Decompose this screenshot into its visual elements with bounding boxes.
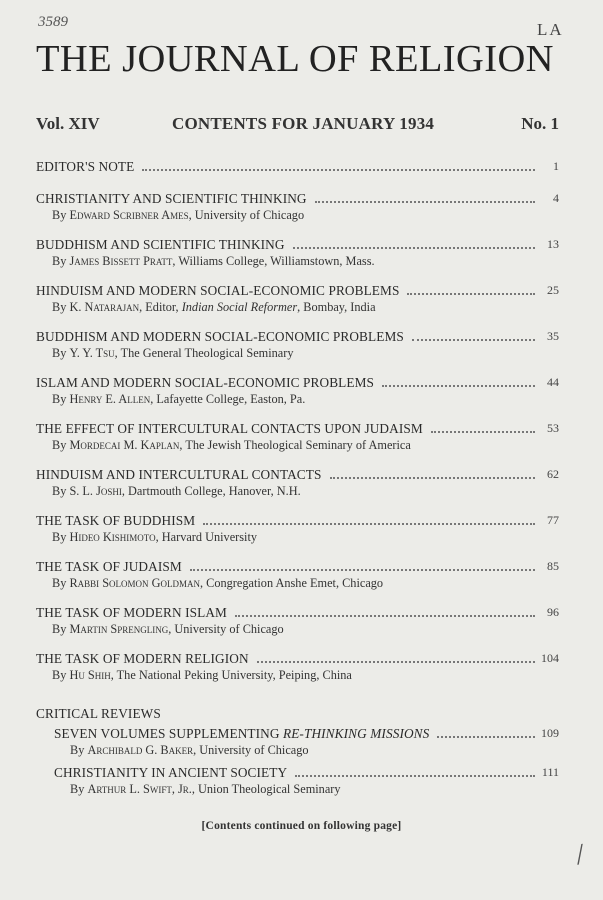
toc-entry[interactable] [36, 466, 559, 499]
author-name: Archibald G. Baker [87, 743, 194, 757]
toc-entry[interactable] [36, 650, 559, 683]
author-line: By Y. Y. Tsu, The General Theological Seminary [52, 346, 294, 360]
dot-leader [315, 200, 535, 203]
author-line: By Arthur L. Swift, Jr., Union Theological Seminary [70, 782, 341, 796]
author-name: Hideo Kishimoto [69, 530, 156, 544]
author-name: Y. Y. Tsu [69, 346, 115, 360]
toc-title: THE TASK OF JUDAISM [36, 559, 182, 574]
dot-leader [407, 292, 535, 295]
author-name: Martin Sprengling [69, 622, 169, 636]
toc-entry[interactable] [36, 374, 559, 407]
page-number: 4 [553, 191, 559, 205]
toc-entry[interactable] [36, 512, 559, 545]
toc-title: BUDDHISM AND SCIENTIFIC THINKING [36, 237, 285, 252]
issue-header [36, 114, 559, 136]
toc-entry[interactable] [36, 558, 559, 591]
continued-note: [Contents continued on following page] [201, 820, 402, 832]
author-name: Mordecai M. Kaplan [69, 438, 180, 452]
page-number: 13 [547, 237, 559, 251]
dot-leader [295, 774, 535, 777]
dot-leader [257, 660, 535, 663]
author-name: Arthur L. Swift, Jr. [87, 782, 192, 796]
author-line: By Rabbi Solomon Goldman, Congregation Anshe Emet, Chicago [52, 576, 384, 590]
toc-title: THE TASK OF MODERN ISLAM [36, 605, 227, 620]
author-line: By Mordecai M. Kaplan, The Jewish Theological Seminary of America [52, 438, 411, 452]
toc-entry[interactable] [36, 604, 559, 637]
reviewed-work-title: RE-THINKING MISSIONS [282, 726, 430, 741]
author-name: Hu Shih [69, 668, 111, 682]
page-number: 109 [541, 726, 559, 740]
toc-entry[interactable] [36, 190, 559, 223]
toc-title: CHRISTIANITY AND SCIENTIFIC THINKING [36, 191, 307, 206]
toc-entry[interactable] [36, 282, 559, 315]
volume-label: Vol. XIV [36, 114, 100, 133]
author-name: S. L. Joshi [69, 484, 122, 498]
handwritten-mark: LA [537, 20, 564, 39]
toc-entry-editors-note[interactable] [36, 158, 559, 175]
page-number: 104 [541, 651, 559, 665]
handwritten-catalog-number: 3589 [38, 14, 68, 30]
toc-title: ISLAM AND MODERN SOCIAL-ECONOMIC PROBLEMS [36, 375, 375, 390]
toc-title: BUDDHISM AND MODERN SOCIAL-ECONOMIC PROBLEMS [36, 329, 404, 344]
toc-title: THE TASK OF BUDDHISM [36, 513, 196, 528]
author-line: By Edward Scribner Ames, University of Chicago [52, 208, 305, 222]
dot-leader [437, 735, 535, 738]
toc-entry[interactable] [36, 236, 559, 269]
table-of-contents [36, 158, 559, 797]
page-number: 85 [547, 559, 559, 573]
author-line: By Hu Shih, The National Peking University, Peiping, China [52, 668, 352, 682]
toc-title: THE TASK OF MODERN RELIGION [36, 651, 249, 666]
page-number: 53 [547, 421, 559, 435]
toc-entry[interactable] [36, 328, 559, 361]
issue-number: No. 1 [521, 114, 559, 133]
dot-leader [330, 476, 536, 479]
toc-title: CHRISTIANITY IN ANCIENT SOCIETY [54, 765, 288, 780]
toc-title: THE EFFECT OF INTERCULTURAL CONTACTS UPON JUDAISM [36, 421, 423, 436]
toc-title: EDITOR'S NOTE [36, 159, 135, 174]
page-number: 1 [553, 159, 559, 173]
author-name: Henry E. Allen [69, 392, 151, 406]
author-line: By Henry E. Allen, Lafayette College, Easton, Pa. [52, 392, 306, 406]
critical-reviews-heading: CRITICAL REVIEWS [36, 706, 161, 721]
toc-title: HINDUISM AND INTERCULTURAL CONTACTS [36, 467, 322, 482]
dot-leader [203, 522, 535, 525]
toc-entry[interactable] [36, 420, 559, 453]
dot-leader [142, 168, 535, 171]
page-number: 77 [547, 513, 559, 527]
author-line: By K. Natarajan, Editor, Indian Social Reformer, Bombay, India [52, 300, 376, 314]
page-number: 111 [541, 765, 559, 779]
review-entry[interactable] [36, 725, 559, 758]
review-entry[interactable] [36, 764, 559, 797]
toc-title: SEVEN VOLUMES SUPPLEMENTING RE-THINKING MISSIONS [54, 726, 430, 741]
dot-leader [412, 338, 535, 341]
author-line: By Archibald G. Baker, University of Chicago [70, 743, 309, 757]
page-number: 62 [547, 467, 559, 481]
journal-title: THE JOURNAL OF RELIGION [36, 38, 554, 80]
author-name: James Bissett Pratt [69, 254, 173, 268]
author-name: Edward Scribner Ames [69, 208, 189, 222]
toc-title: HINDUISM AND MODERN SOCIAL-ECONOMIC PROBLEMS [36, 283, 400, 298]
author-name: K. Natarajan [69, 300, 140, 314]
handwritten-margin-mark: / [573, 837, 587, 872]
publication-title: Indian Social Reformer [181, 300, 298, 314]
page-number: 96 [547, 605, 559, 619]
author-line: By Martin Sprengling, University of Chicago [52, 622, 284, 636]
dot-leader [382, 384, 535, 387]
author-line: By S. L. Joshi, Dartmouth College, Hanover, N.H. [52, 484, 301, 498]
author-line: By James Bissett Pratt, Williams College, Williamstown, Mass. [52, 254, 375, 268]
contents-heading: CONTENTS FOR JANUARY 1934 [172, 114, 435, 133]
dot-leader [293, 246, 535, 249]
page-number: 35 [547, 329, 559, 343]
dot-leader [235, 614, 535, 617]
page-number: 44 [547, 375, 559, 389]
page-number: 25 [547, 283, 559, 297]
author-name: Rabbi Solomon Goldman [69, 576, 201, 590]
author-line: By Hideo Kishimoto, Harvard University [52, 530, 258, 544]
dot-leader [190, 568, 535, 571]
dot-leader [431, 430, 535, 433]
